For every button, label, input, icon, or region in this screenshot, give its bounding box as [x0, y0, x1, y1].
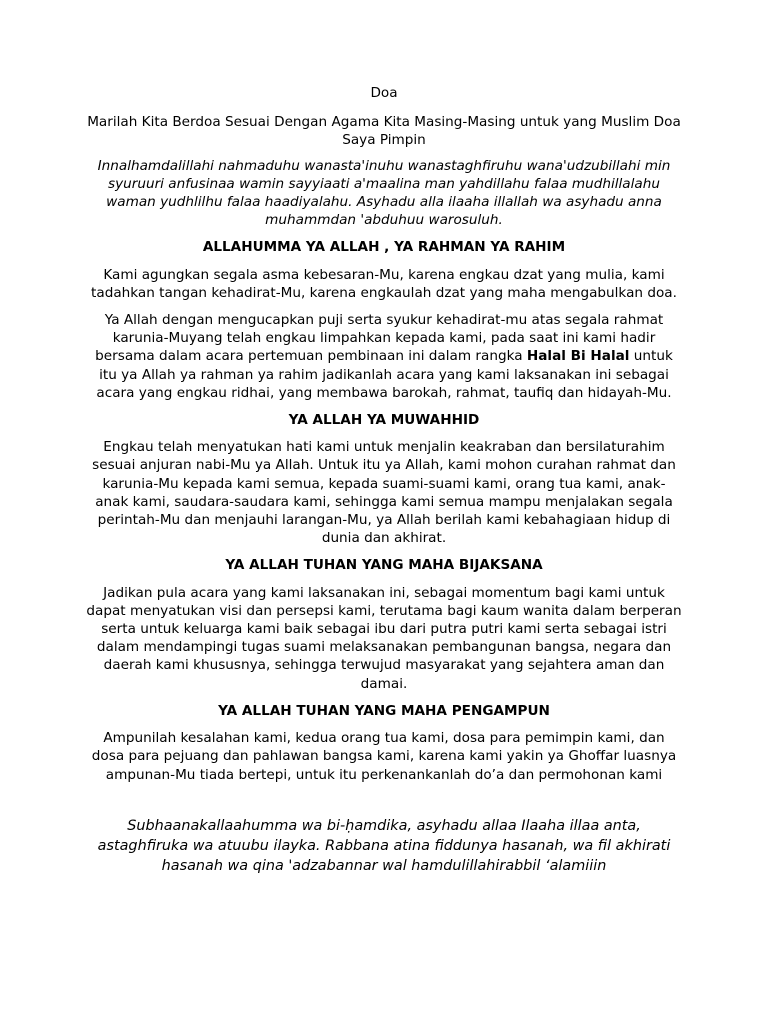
closing-arabic-transliteration: Subhaanakallaahumma wa bi-ḥamdika, asyhadu allaa Ilaaha illaa anta, astaghfiruka wa atuubu ilayka. Rabbana atina fiddunya hasanah, wa fil akhirati hasanah wa qina 'adzabannar wal hamdulillahirabbil ‘alamiiin: [97, 817, 671, 874]
section-paragraph-forgiveness: Ampunilah kesalahan kami, kedua orang tua kami, dosa para pemimpin kami, dan dosa para pejuang dan pahlawan bangsa kami, karena kami yakin ya Ghoffar luasnya ampunan-Mu tiada bertepi, untuk itu perkenankanlah do’a dan permohonan kami: [91, 730, 677, 783]
document-title: Doa: [370, 85, 398, 101]
opening-arabic-transliteration: Innalhamdalillahi nahmaduhu wanasta'inuhu wanastaghfiruhu wana'udzubillahi min syuruuri anfusinaa wamin sayyiaati a'maalina man yahdillahu falaa mudhillalahu waman yudhlilhu falaa haadiyalahu. Asyhadu alla ilaaha illallah wa asyhadu anna muhammdan 'abduhuu warosuluh.: [97, 157, 671, 229]
event-name: Halal Bi Halal: [526, 348, 630, 365]
section-heading-muwahhid: YA ALLAH YA MUWAHHID: [288, 412, 480, 429]
section-heading-rahman-rahim: ALLAHUMMA YA ALLAH , YA RAHMAN YA RAHIM: [202, 239, 566, 256]
section-heading-bijaksana: YA ALLAH TUHAN YANG MAHA BIJAKSANA: [225, 557, 543, 574]
gratitude-text-after: untuk itu ya Allah ya rahman ya rahim jadikanlah acara yang kami laksanakan ini sebagai acara yang engkau ridhai, yang membawa barokah, rahmat, taufiq dan hidayah-Mu.: [96, 348, 673, 401]
section-paragraph-unity: Engkau telah menyatukan hati kami untuk menjalin keakraban dan bersilaturahim sesuai anjuran nabi-Mu ya Allah. Untuk itu ya Allah, kami mohon curahan rahmat dan karunia-Mu kepada kami semua, kepada suami-suami kami, orang tua kami, anak- anak kami, saudara-saudara kami, sehingga kami semua mampu menjalakan segala perintah-Mu dan menjauhi larangan-Mu, ya Allah berilah kami kebahagiaan hidup di dunia dan akhirat.: [92, 439, 676, 547]
section-paragraph-praise: Kami agungkan segala asma kebesaran-Mu, karena engkau dzat yang mulia, kami tadahkan tangan kehadirat-Mu, karena engkaulah dzat yang maha mengabulkan doa.: [91, 266, 677, 301]
intro-text: Marilah Kita Berdoa Sesuai Dengan Agama Kita Masing-Masing untuk yang Muslim Doa Saya Pimpin: [87, 114, 681, 149]
section-paragraph-gratitude: [86, 311, 682, 402]
prayer-document: [86, 84, 682, 876]
section-paragraph-momentum: Jadikan pula acara yang kami laksanakan ini, sebagai momentum bagi kami untuk dapat menyatukan visi dan persepsi kami, terutama bagi kaum wanita dalam berperan serta untuk keluarga kami baik sebagai ibu dari putra putri kami serta sebagai istri dalam mendampingi tugas suami melaksanakan pembangunan bangsa, negara dan daerah kami khususnya, sehingga terwujud masyarakat yang sejahtera aman dan damai.: [86, 584, 682, 692]
gratitude-text-before: Ya Allah dengan mengucapkan puji serta syukur kehadirat-mu atas segala rahmat karunia-Muyang telah engkau limpahkan kepada kami, pada saat ini kami hadir bersama dalam acara pertemuan pembinaan ini dalam rangka: [95, 312, 664, 365]
section-heading-pengampun: YA ALLAH TUHAN YANG MAHA PENGAMPUN: [218, 702, 550, 719]
